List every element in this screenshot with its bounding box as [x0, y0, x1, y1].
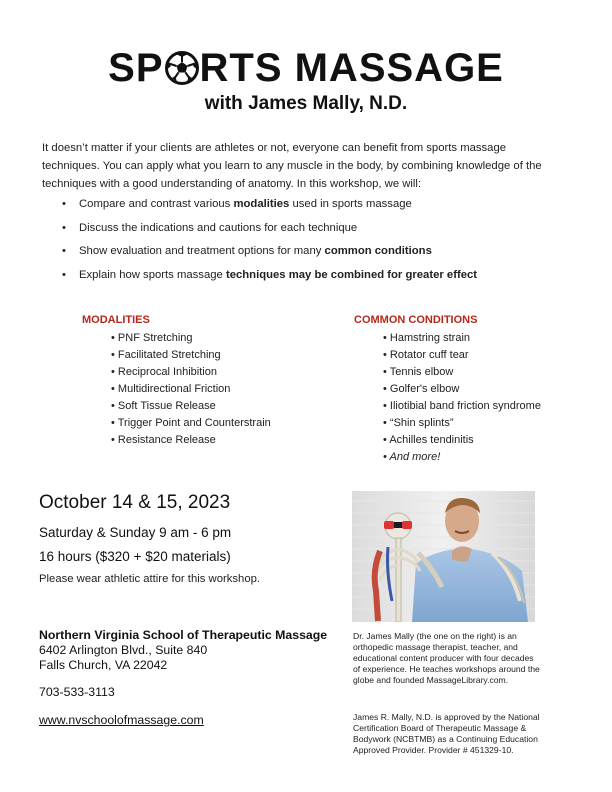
condition-item: • Hamstring strain [383, 332, 541, 349]
modality-item: • PNF Stretching [111, 332, 271, 349]
event-hours-price: 16 hours ($320 + $20 materials) [39, 549, 231, 564]
condition-item: • Achilles tendinitis [383, 434, 541, 451]
intro-paragraph: It doesn’t matter if your clients are athletes or not, everyone can benefit from sports massage techniques. You can apply what you learn to any muscle in the body, by combining knowledge of the techniques with a good understanding of anatomy. In this workshop, we will: [42, 142, 542, 190]
conditions-heading: COMMON CONDITIONS [354, 314, 478, 326]
goal-item [62, 198, 562, 222]
goal-item [62, 269, 562, 293]
address-line-2: Falls Church, VA 22042 [39, 658, 168, 672]
bio-paragraph-1: Dr. James Mally (the one on the right) is an orthopedic massage therapist, teacher, and educational content producer with four decades of experience. He teaches workshops around the globe and founded MassageLibrary.com. [353, 631, 540, 685]
goal-item [62, 222, 562, 246]
goal-text: Discuss the indications and cautions for each technique [79, 221, 358, 234]
modality-item: • Resistance Release [111, 434, 271, 451]
condition-more: • And more! [383, 451, 541, 468]
soccer-ball-icon [165, 50, 199, 84]
condition-item: • Golfer's elbow [383, 383, 541, 400]
page-title [0, 46, 612, 90]
attire-note: Please wear athletic attire for this workshop. [39, 573, 261, 585]
school-phone: 703-533-3113 [39, 685, 115, 699]
goal-emphasis: techniques may be combined for greater effect [225, 268, 478, 281]
goal-item [62, 245, 562, 269]
modality-item: • Soft Tissue Release [111, 400, 271, 417]
school-address-block [39, 628, 327, 673]
modality-item: • Reciprocal Inhibition [111, 366, 271, 383]
bio-paragraph-2: James R. Mally, N.D. is approved by the National Certification Board of Therapeutic Massage & Bodywork (NCBTMB) as a Continuing Education Approved Provider. Provider # 451329-10. [353, 712, 540, 755]
goal-text: Show evaluation and treatment options for many [79, 245, 325, 257]
school-name: Northern Virginia School of Therapeutic Massage [39, 628, 328, 642]
goal-text: Explain how sports massage [79, 268, 226, 281]
condition-item: • Tennis elbow [383, 366, 541, 383]
title-part-1: SP [108, 46, 164, 90]
condition-item: • Rotator cuff tear [383, 349, 541, 366]
goal-text: Compare and contrast various [79, 198, 234, 210]
modality-item: • Multidirectional Friction [111, 383, 271, 400]
modalities-list [111, 332, 271, 451]
modality-item: • Trigger Point and Counterstrain [111, 417, 271, 434]
modality-item: • Facilitated Stretching [111, 349, 271, 366]
condition-item: • Iliotibial band friction syndrome [383, 400, 541, 417]
page-subtitle: with James Mally, N.D. [204, 93, 408, 114]
goal-text: used in sports massage [289, 198, 412, 210]
modalities-heading: MODALITIES [82, 314, 150, 326]
conditions-list [383, 332, 541, 468]
event-date: October 14 & 15, 2023 [39, 492, 231, 513]
workshop-goals-list [62, 198, 562, 292]
event-schedule: Saturday & Sunday 9 am - 6 pm [39, 525, 232, 540]
school-website-link[interactable]: www.nvschoolofmassage.com [39, 713, 204, 727]
goal-emphasis: modalities [233, 198, 290, 210]
title-part-2: RTS MASSAGE [199, 46, 504, 90]
instructor-photo [352, 491, 535, 622]
goal-emphasis: common conditions [324, 245, 432, 257]
address-line-1: 6402 Arlington Blvd., Suite 840 [39, 643, 208, 657]
condition-item: • “Shin splints” [383, 417, 541, 434]
